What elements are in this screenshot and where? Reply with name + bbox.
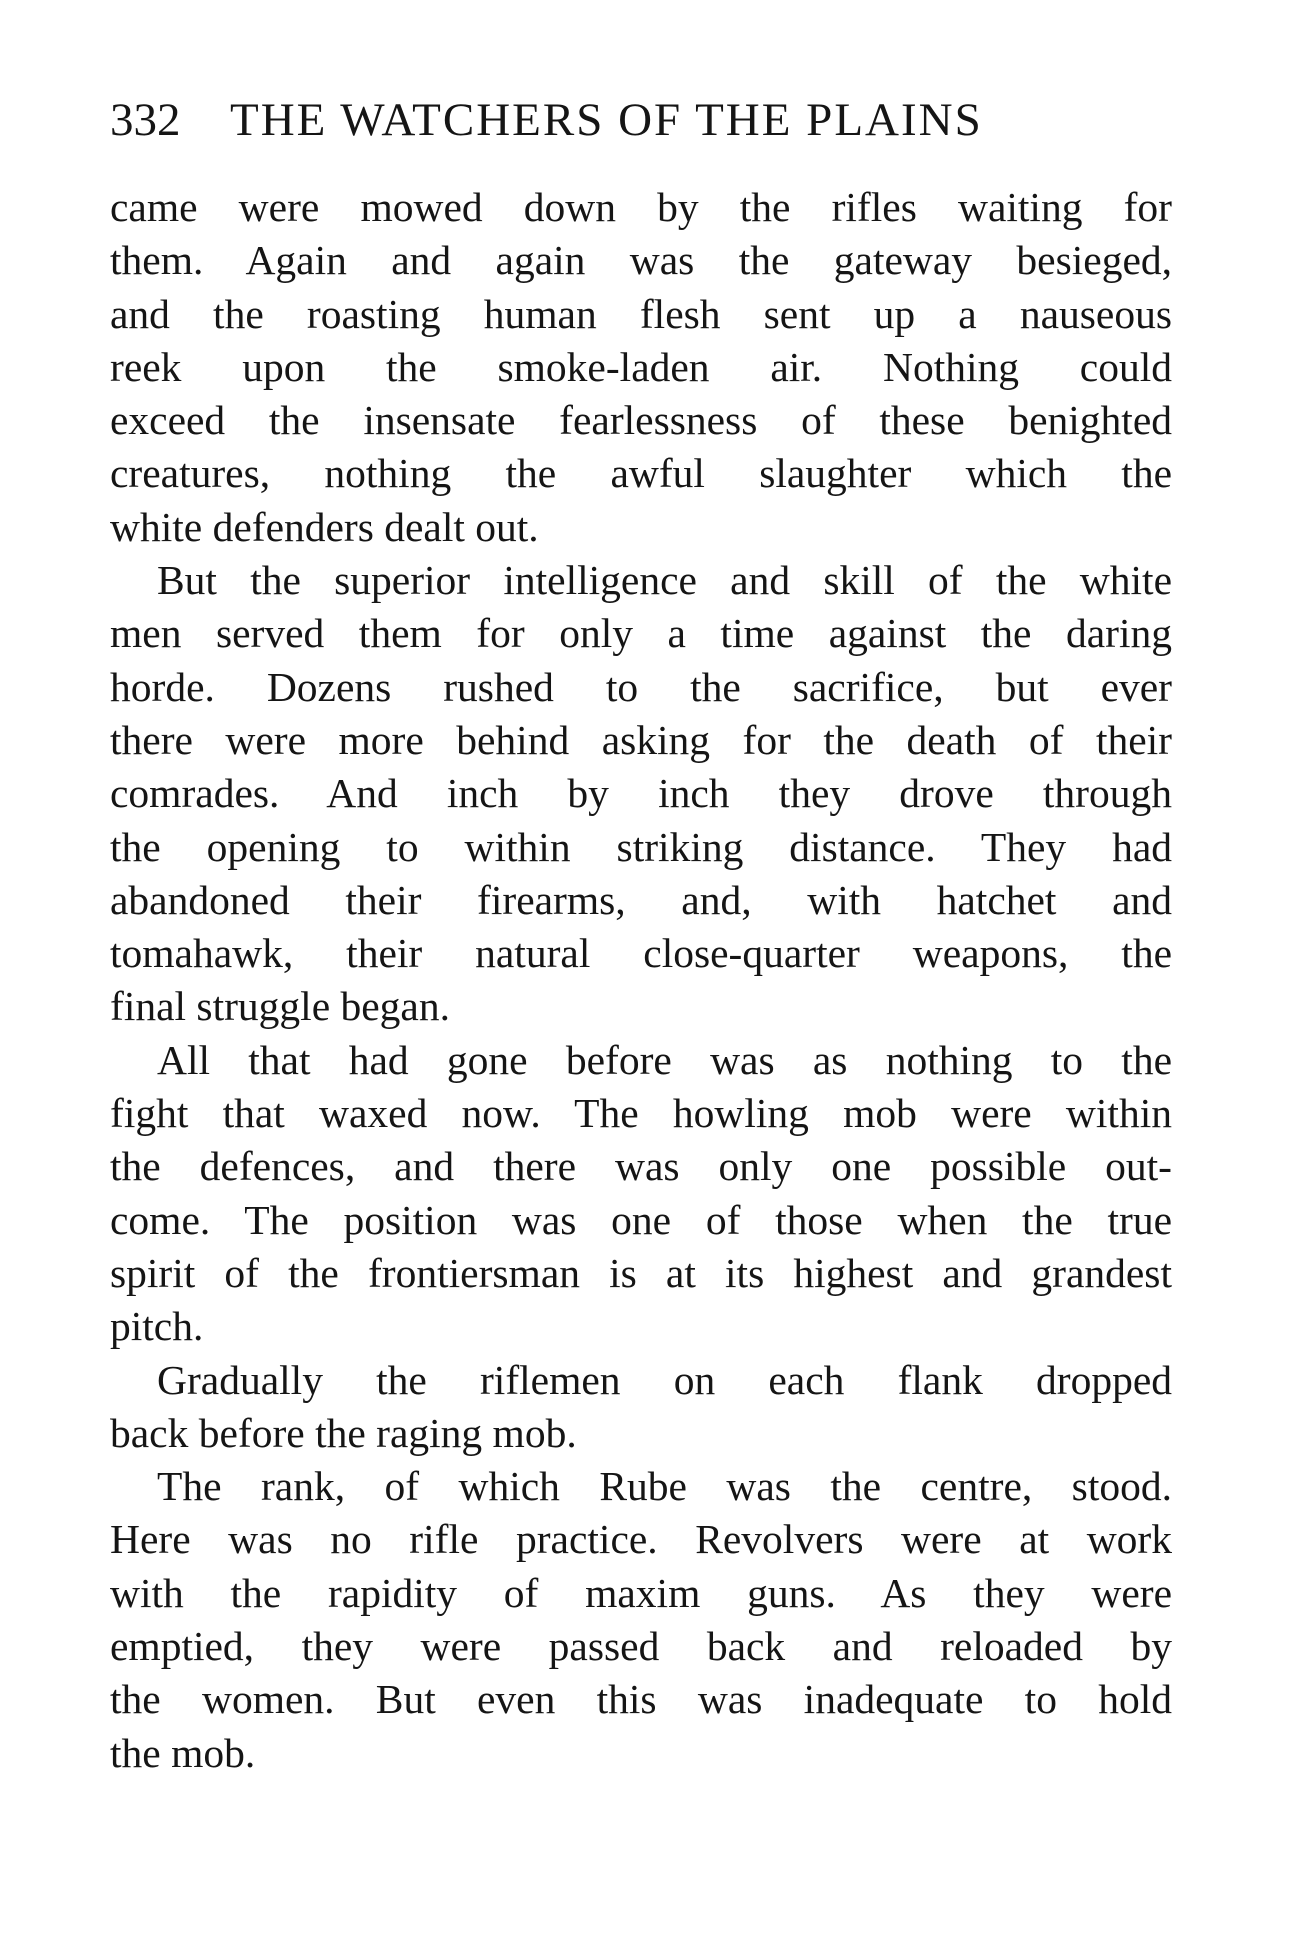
running-head [110, 90, 1170, 150]
text-line: back before the raging mob. [110, 1409, 577, 1456]
text-line: them. Again and again was the gateway besieged, [110, 237, 1172, 284]
paragraph-5 [110, 1460, 1172, 1780]
paragraph-4 [110, 1354, 1172, 1461]
text-line: reek upon the smoke-laden air. Nothing could [110, 343, 1172, 390]
text-line: white defenders dealt out. [110, 503, 539, 550]
text-line: horde. Dozens rushed to the sacrifice, but ever [110, 663, 1172, 710]
text-line: came were mowed down by the rifles waiting for [110, 184, 1172, 230]
text-line: the opening to within striking distance. They had [110, 823, 1172, 870]
text-line: fight that waxed now. The howling mob were within [110, 1090, 1172, 1137]
text-line: there were more behind asking for the death of their [110, 716, 1172, 763]
text-line: The rank, of which Rube was the centre, stood. [157, 1463, 1172, 1510]
page-number: 332 [110, 94, 181, 146]
text-line: creatures, nothing the awful slaughter which the [110, 450, 1172, 497]
paragraph-1 [110, 181, 1172, 554]
text-line: All that had gone before was as nothing to the [157, 1036, 1172, 1083]
text-line: the mob. [110, 1729, 256, 1776]
text-line: Gradually the riflemen on each flank dropped [157, 1356, 1172, 1403]
text-line: spirit of the frontiersman is at its highest and grandest [110, 1249, 1172, 1296]
text-line: comrades. And inch by inch they drove through [110, 770, 1172, 817]
text-line: the defences, and there was only one possible out- [110, 1143, 1172, 1190]
text-line: Here was no rifle practice. Revolvers were at work [110, 1516, 1172, 1563]
text-line: But the superior intelligence and skill of the white [157, 557, 1172, 604]
text-line: tomahawk, their natural close-quarter weapons, the [110, 930, 1172, 977]
text-line: men served them for only a time against the daring [110, 610, 1172, 657]
text-line: the women. But even this was inadequate to hold [110, 1676, 1172, 1723]
body-text [110, 181, 1172, 1780]
paragraph-3 [110, 1034, 1172, 1354]
paragraph-2 [110, 554, 1172, 1034]
text-line: with the rapidity of maxim guns. As they were [110, 1569, 1172, 1616]
text-line: final struggle began. [110, 983, 450, 1030]
text-line: and the roasting human flesh sent up a nauseous [110, 290, 1172, 337]
text-line: come. The position was one of those when the true [110, 1196, 1172, 1243]
text-line: emptied, they were passed back and reloaded by [110, 1623, 1172, 1670]
text-line: exceed the insensate fearlessness of these benighted [110, 397, 1172, 444]
text-line: abandoned their firearms, and, with hatchet and [110, 876, 1172, 923]
running-title: THE WATCHERS OF THE PLAINS [230, 94, 983, 146]
text-line: pitch. [110, 1303, 204, 1350]
